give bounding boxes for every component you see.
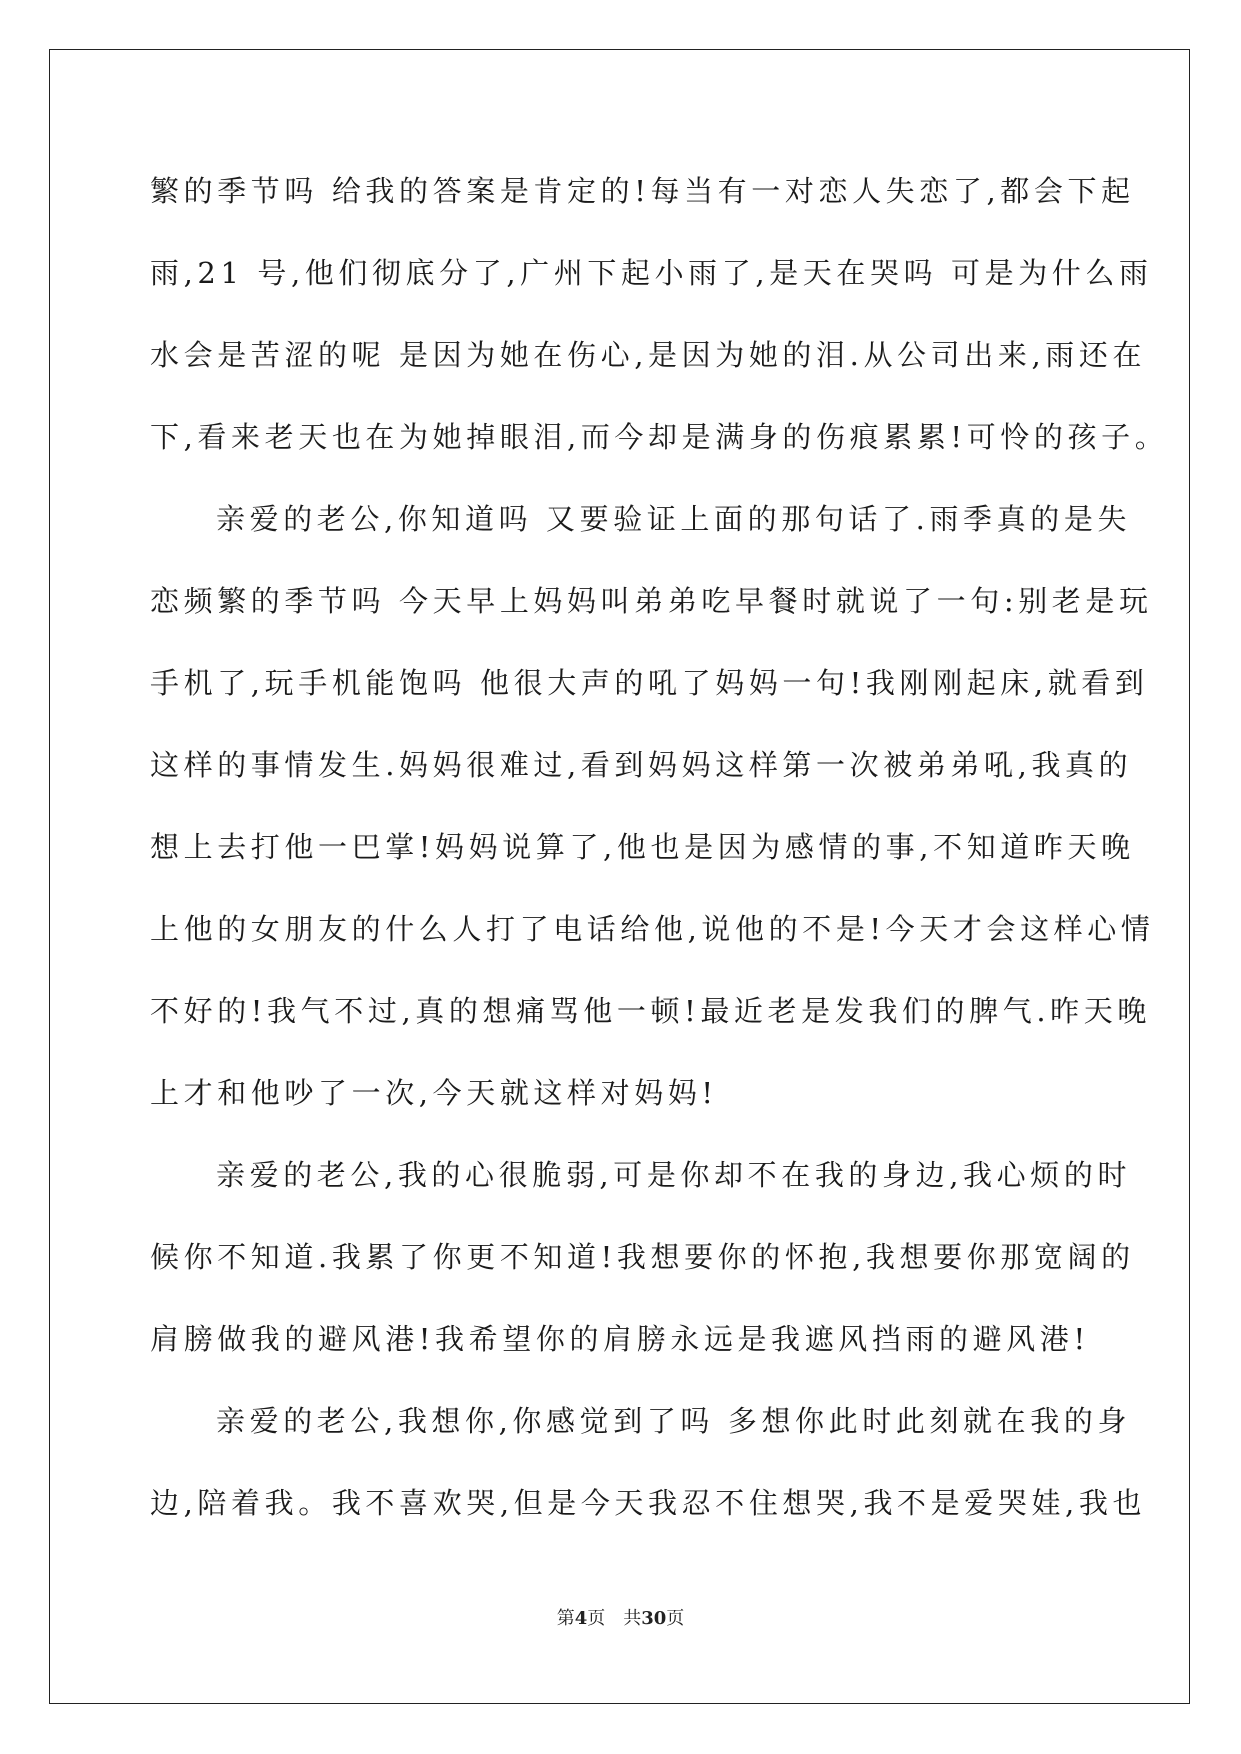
text-line: 手机了,玩手机能饱吗 他很大声的吼了妈妈一句!我刚刚起床,就看到 <box>150 666 1149 700</box>
total-pages: 30 <box>641 1608 667 1629</box>
text-line: 恋频繁的季节吗 今天早上妈妈叫弟弟吃早餐时就说了一句:别老是玩 <box>150 584 1153 618</box>
text-line: 水会是苦涩的呢 是因为她在伤心,是因为她的泪.从公司出来,雨还在 <box>150 338 1147 372</box>
text-line: 亲爱的老公,我想你,你感觉到了吗 多想你此时此刻就在我的身 <box>216 1404 1132 1438</box>
text-line: 雨,21 号,他们彻底分了,广州下起小雨了,是天在哭吗 可是为什么雨 <box>150 256 1153 290</box>
text-line: 亲爱的老公,你知道吗 又要验证上面的那句话了.雨季真的是失 <box>216 502 1132 536</box>
text-line: 候你不知道.我累了你更不知道!我想要你的怀抱,我想要你那宽阔的 <box>150 1240 1135 1274</box>
text-line: 上才和他吵了一次,今天就这样对妈妈! <box>150 1076 718 1110</box>
text-line: 亲爱的老公,我的心很脆弱,可是你却不在我的身边,我心烦的时 <box>216 1158 1132 1192</box>
page-number: 4 <box>574 1608 588 1629</box>
total-suffix: 页 <box>666 1608 685 1629</box>
text-line: 不好的!我气不过,真的想痛骂他一顿!最近老是发我们的脾气.昨天晚 <box>150 994 1151 1028</box>
page-suffix: 页 <box>587 1608 606 1629</box>
text-line: 想上去打他一巴掌!妈妈说算了,他也是因为感情的事,不知道昨天晚 <box>150 830 1135 864</box>
page-footer <box>0 1604 1241 1630</box>
text-line: 这样的事情发生.妈妈很难过,看到妈妈这样第一次被弟弟吼,我真的 <box>150 748 1133 782</box>
text-line: 边,陪着我。我不喜欢哭,但是今天我忍不住想哭,我不是爱哭娃,我也 <box>150 1486 1147 1520</box>
text-line: 繁的季节吗 给我的答案是肯定的!每当有一对恋人失恋了,都会下起 <box>150 174 1135 208</box>
text-line: 下,看来老天也在为她掉眼泪,而今却是满身的伤痕累累!可怜的孩子。 <box>150 420 1169 454</box>
document-body <box>150 162 1169 1556</box>
total-prefix: 共 <box>623 1608 642 1629</box>
page-prefix: 第 <box>556 1608 575 1629</box>
text-line: 肩膀做我的避风港!我希望你的肩膀永远是我遮风挡雨的避风港! <box>150 1322 1090 1356</box>
text-line: 上他的女朋友的什么人打了电话给他,说他的不是!今天才会这样心情 <box>150 912 1155 946</box>
